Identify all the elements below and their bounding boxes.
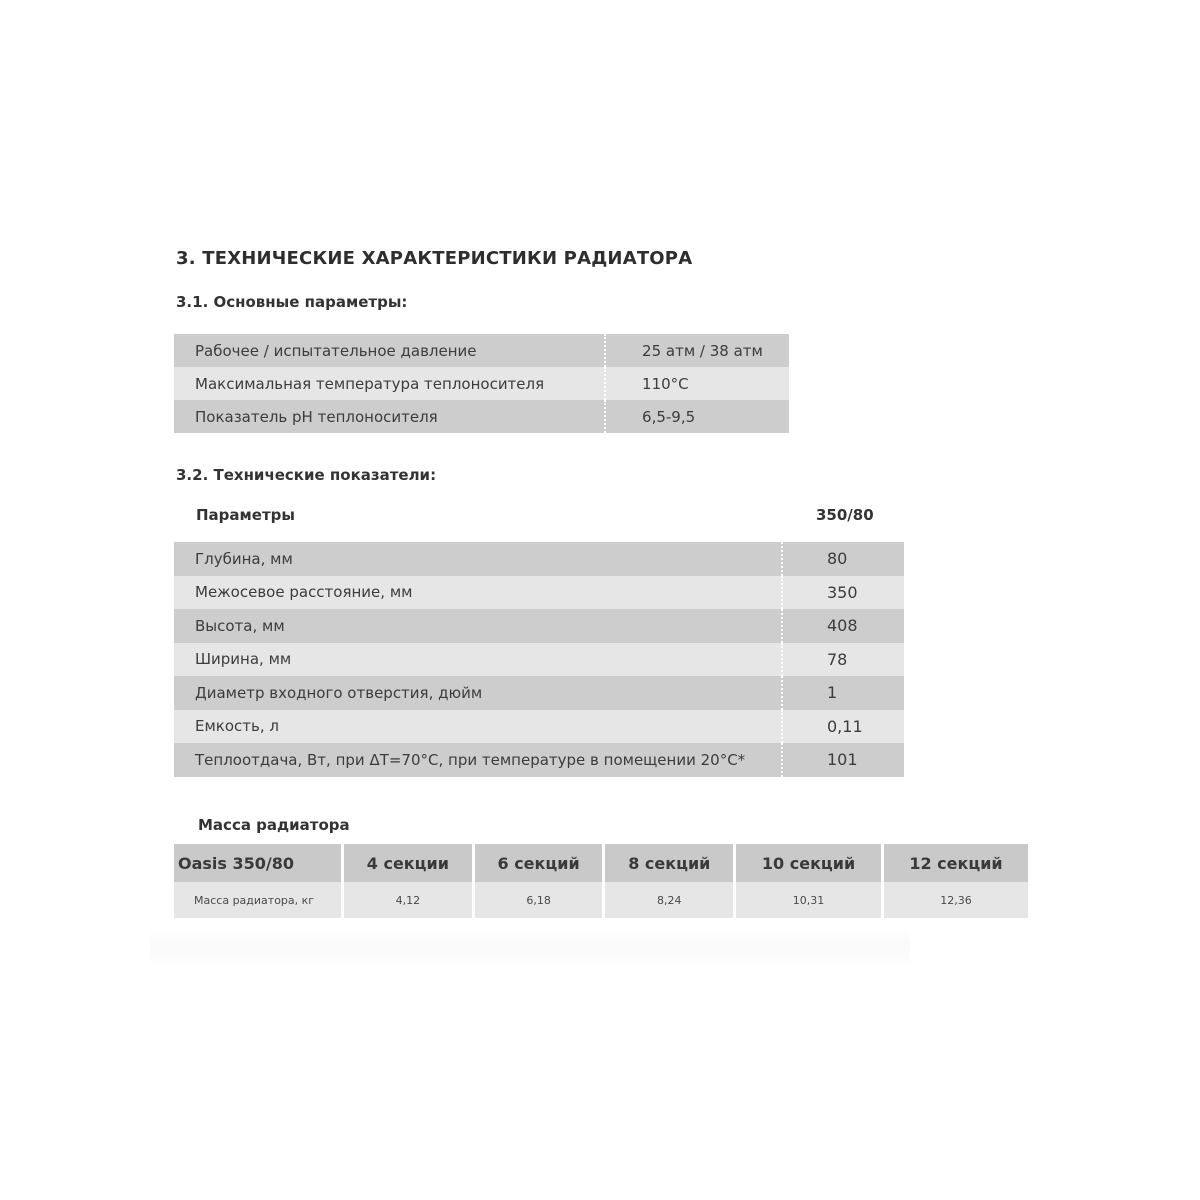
section-basic-title: 3.1. Основные параметры:: [176, 293, 408, 311]
faint-residue: [150, 928, 910, 968]
mass-header-10: 10 секций: [735, 844, 883, 882]
basic-parameters-table: [174, 334, 789, 433]
page-title: 3. ТЕХНИЧЕСКИЕ ХАРАКТЕРИСТИКИ РАДИАТОРА: [176, 248, 693, 269]
param-value: 110°C: [605, 367, 789, 400]
indicator-value: 0,11: [782, 710, 904, 744]
mass-header-8: 8 секций: [604, 844, 735, 882]
mass-header-4: 4 секции: [343, 844, 474, 882]
table-row: [174, 334, 789, 367]
indicator-label: Ширина, мм: [195, 650, 292, 669]
table-row: [174, 400, 789, 433]
tech-header-params: Параметры: [196, 506, 295, 524]
param-value: 25 атм / 38 атм: [605, 334, 789, 367]
mass-header-6: 6 секций: [473, 844, 604, 882]
mass-table: [174, 844, 1028, 918]
param-label: Максимальная температура теплоносителя: [195, 374, 545, 393]
param-label: Рабочее / испытательное давление: [195, 341, 477, 360]
table-row: [174, 643, 904, 677]
mass-header-12: 12 секций: [882, 844, 1028, 882]
table-row: [174, 676, 904, 710]
indicator-label: Межосевое расстояние, мм: [195, 583, 413, 602]
mass-value-8: 8,24: [604, 882, 735, 918]
indicator-label: Диаметр входного отверстия, дюйм: [195, 683, 483, 702]
tech-header-model: 350/80: [816, 506, 874, 524]
mass-header-row: [174, 844, 1028, 882]
indicator-value: 1: [782, 676, 904, 710]
indicator-value: 101: [782, 743, 904, 777]
technical-indicators-table: [174, 542, 904, 777]
section-tech-title: 3.2. Технические показатели:: [176, 466, 437, 484]
table-row: [174, 576, 904, 610]
indicator-label: Емкость, л: [195, 717, 279, 736]
mass-value-6: 6,18: [473, 882, 604, 918]
indicator-value: 80: [782, 542, 904, 576]
table-row: [174, 710, 904, 744]
indicator-label: Теплоотдача, Вт, при ΔT=70°C, при температуре в помещении 20°C*: [195, 750, 746, 769]
mass-header-model: Oasis 350/80: [174, 844, 343, 882]
indicator-value: 408: [782, 609, 904, 643]
mass-value-row: [174, 882, 1028, 918]
param-value: 6,5-9,5: [605, 400, 789, 433]
table-row: [174, 542, 904, 576]
mass-row-label: Масса радиатора, кг: [174, 882, 343, 918]
mass-value-10: 10,31: [735, 882, 883, 918]
indicator-value: 350: [782, 576, 904, 610]
mass-value-12: 12,36: [882, 882, 1028, 918]
table-row: [174, 609, 904, 643]
table-row: [174, 743, 904, 777]
mass-value-4: 4,12: [343, 882, 474, 918]
mass-title: Масса радиатора: [198, 816, 350, 834]
param-label: Показатель pH теплоносителя: [195, 407, 438, 426]
indicator-label: Высота, мм: [195, 616, 285, 635]
table-row: [174, 367, 789, 400]
indicator-value: 78: [782, 643, 904, 677]
indicator-label: Глубина, мм: [195, 549, 293, 568]
